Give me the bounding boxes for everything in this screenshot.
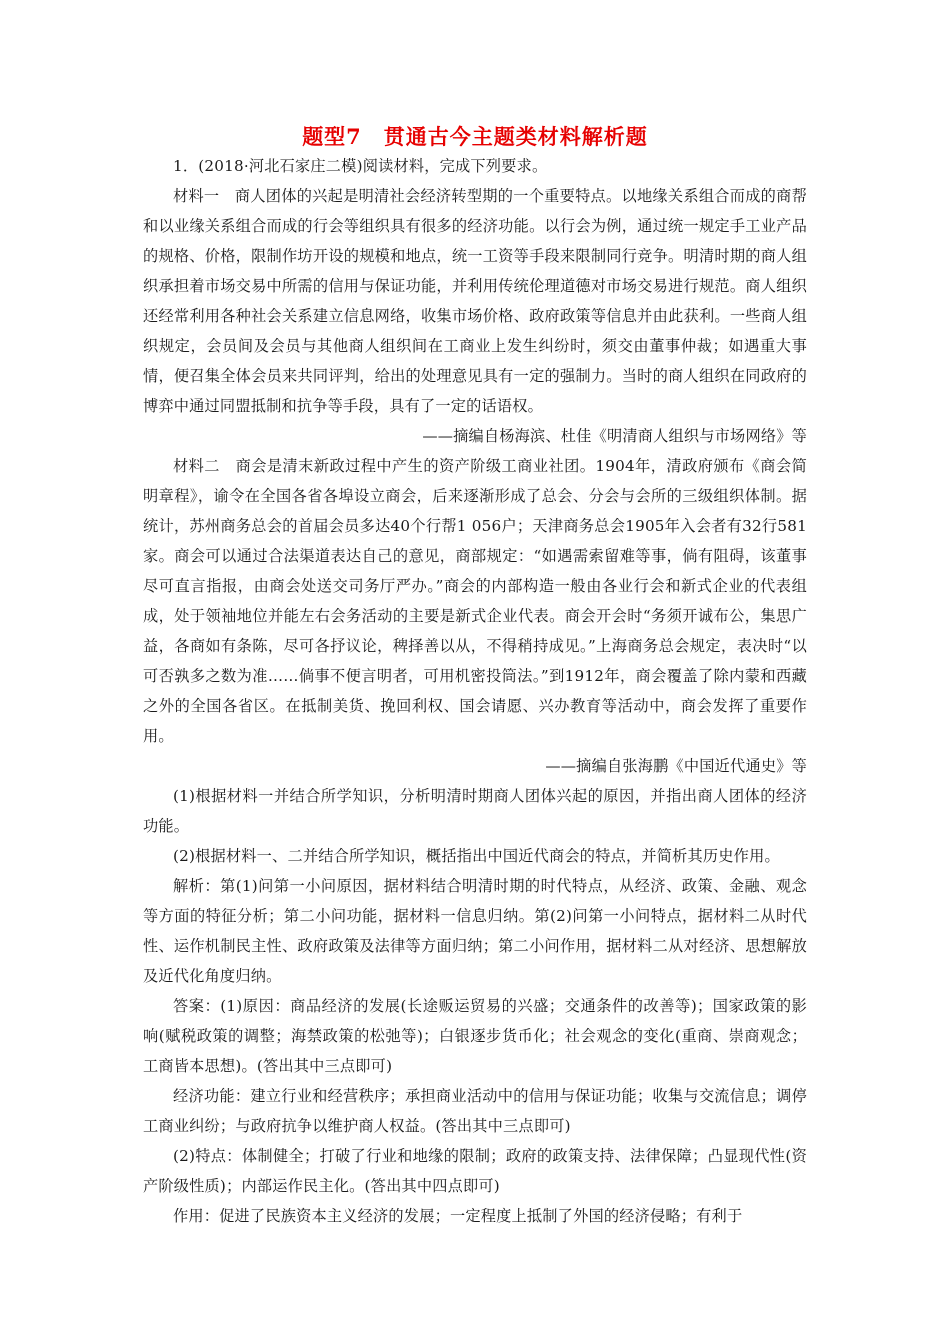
page-title: 题型7 贯通古今主题类材料解析题 xyxy=(302,124,648,149)
material-two: 材料二 商会是清末新政过程中产生的资产阶级工商业社团。1904年，清政府颁布《商会简明章程》，谕令在全国各省各埠设立商会，后来逐渐形成了总会、分会与会所的三级组织体制。据统计，苏州商务总会的首届会员多达40个行帮1 056户；天津商务总会1905年入会者有32行581家。商会可以通过合法渠道表达自己的意见，商部规定：“如遇需索留难等事，倘有阻碍，该董事尽可直言指报，由商会处送交司务厅严办。”商会的内部构造一般由各业行会和新式企业的代表组成，处于领袖地位并能左右会务活动的主要是新式企业代表。商会开会时“务须开诚布公，集思广益，各商如有条陈，尽可各抒议论，稗择善以从，不得稍持成见。”上海商务总会规定，表决时“以可否孰多之数为准……倘事不便言明者，可用机密投筒法。”到1912年，商会覆盖了除内蒙和西藏之外的全国各省区。在抵制美货、挽回利权、国会请愿、兴办教育等活动中，商会发挥了重要作用。 xyxy=(143,457,807,745)
material-one-source: ——摘编自杨海滨、杜佳《明清商人组织与市场网络》等 xyxy=(422,427,807,445)
material-one: 材料一 商人团体的兴起是明清社会经济转型期的一个重要特点。以地缘关系组合而成的商帮和以业缘关系组合而成的行会等组织具有很多的经济功能。以行会为例，通过统一规定手工业产品的规格、价格，限制作坊开设的规模和地点，统一工资等手段来限制同行竞争。明清时期的商人组织承担着市场交易中所需的信用与保证功能，并利用传统伦理道德对市场交易进行规范。商人组织还经常利用各种社会关系建立信息网络，收集市场价格、政府政策等信息并由此获利。一些商人组织规定，会员间及会员与其他商人组织间在工商业上发生纠纷时，须交由董事仲裁；如遇重大事情，便召集全体会员来共同评判，给出的处理意见具有一定的强制力。当时的商人组织在同政府的博弈中通过同盟抵制和抗争等手段，具有了一定的话语权。 xyxy=(143,187,807,415)
question-part-two: (2)根据材料一、二并结合所学知识，概括指出中国近代商会的特点，并简析其历史作用。 xyxy=(173,847,780,865)
question-heading: 1．(2018·河北石家庄二模)阅读材料，完成下列要求。 xyxy=(173,157,548,175)
answer-part-two-features: (2)特点：体制健全；打破了行业和地缘的限制；政府的政策支持、法律保障；凸显现代性(资产阶级性质)；内部运作民主化。(答出其中四点即可) xyxy=(143,1147,807,1195)
question-part-one: (1)根据材料一并结合所学知识，分析明清时期商人团体兴起的原因，并指出商人团体的经济功能。 xyxy=(143,787,807,835)
answer-part-two-effects: 作用：促进了民族资本主义经济的发展；一定程度上抵制了外国的经济侵略；有利于 xyxy=(173,1207,743,1225)
document-body xyxy=(143,151,807,1231)
analysis-paragraph: 解析：第(1)问第一小问原因，据材料结合明清时期的时代特点，从经济、政策、金融、观念等方面的特征分析；第二小问功能，据材料一信息归纳。第(2)问第一小问特点，据材料二从时代性、运作机制民主性、政府政策及法律等方面归纳；第二小问作用，据材料二从对经济、思想解放及近代化角度归纳。 xyxy=(143,877,807,985)
answer-part-one-reasons: 答案：(1)原因：商品经济的发展(长途贩运贸易的兴盛；交通条件的改善等)；国家政策的影响(赋税政策的调整；海禁政策的松弛等)；白银逐步货币化；社会观念的变化(重商、崇商观念；工商皆本思想)。(答出其中三点即可) xyxy=(143,997,807,1075)
answer-part-one-functions: 经济功能：建立行业和经营秩序；承担商业活动中的信用与保证功能；收集与交流信息；调停工商业纠纷；与政府抗争以维护商人权益。(答出其中三点即可) xyxy=(143,1087,807,1135)
material-two-source: ——摘编自张海鹏《中国近代通史》等 xyxy=(545,757,807,775)
